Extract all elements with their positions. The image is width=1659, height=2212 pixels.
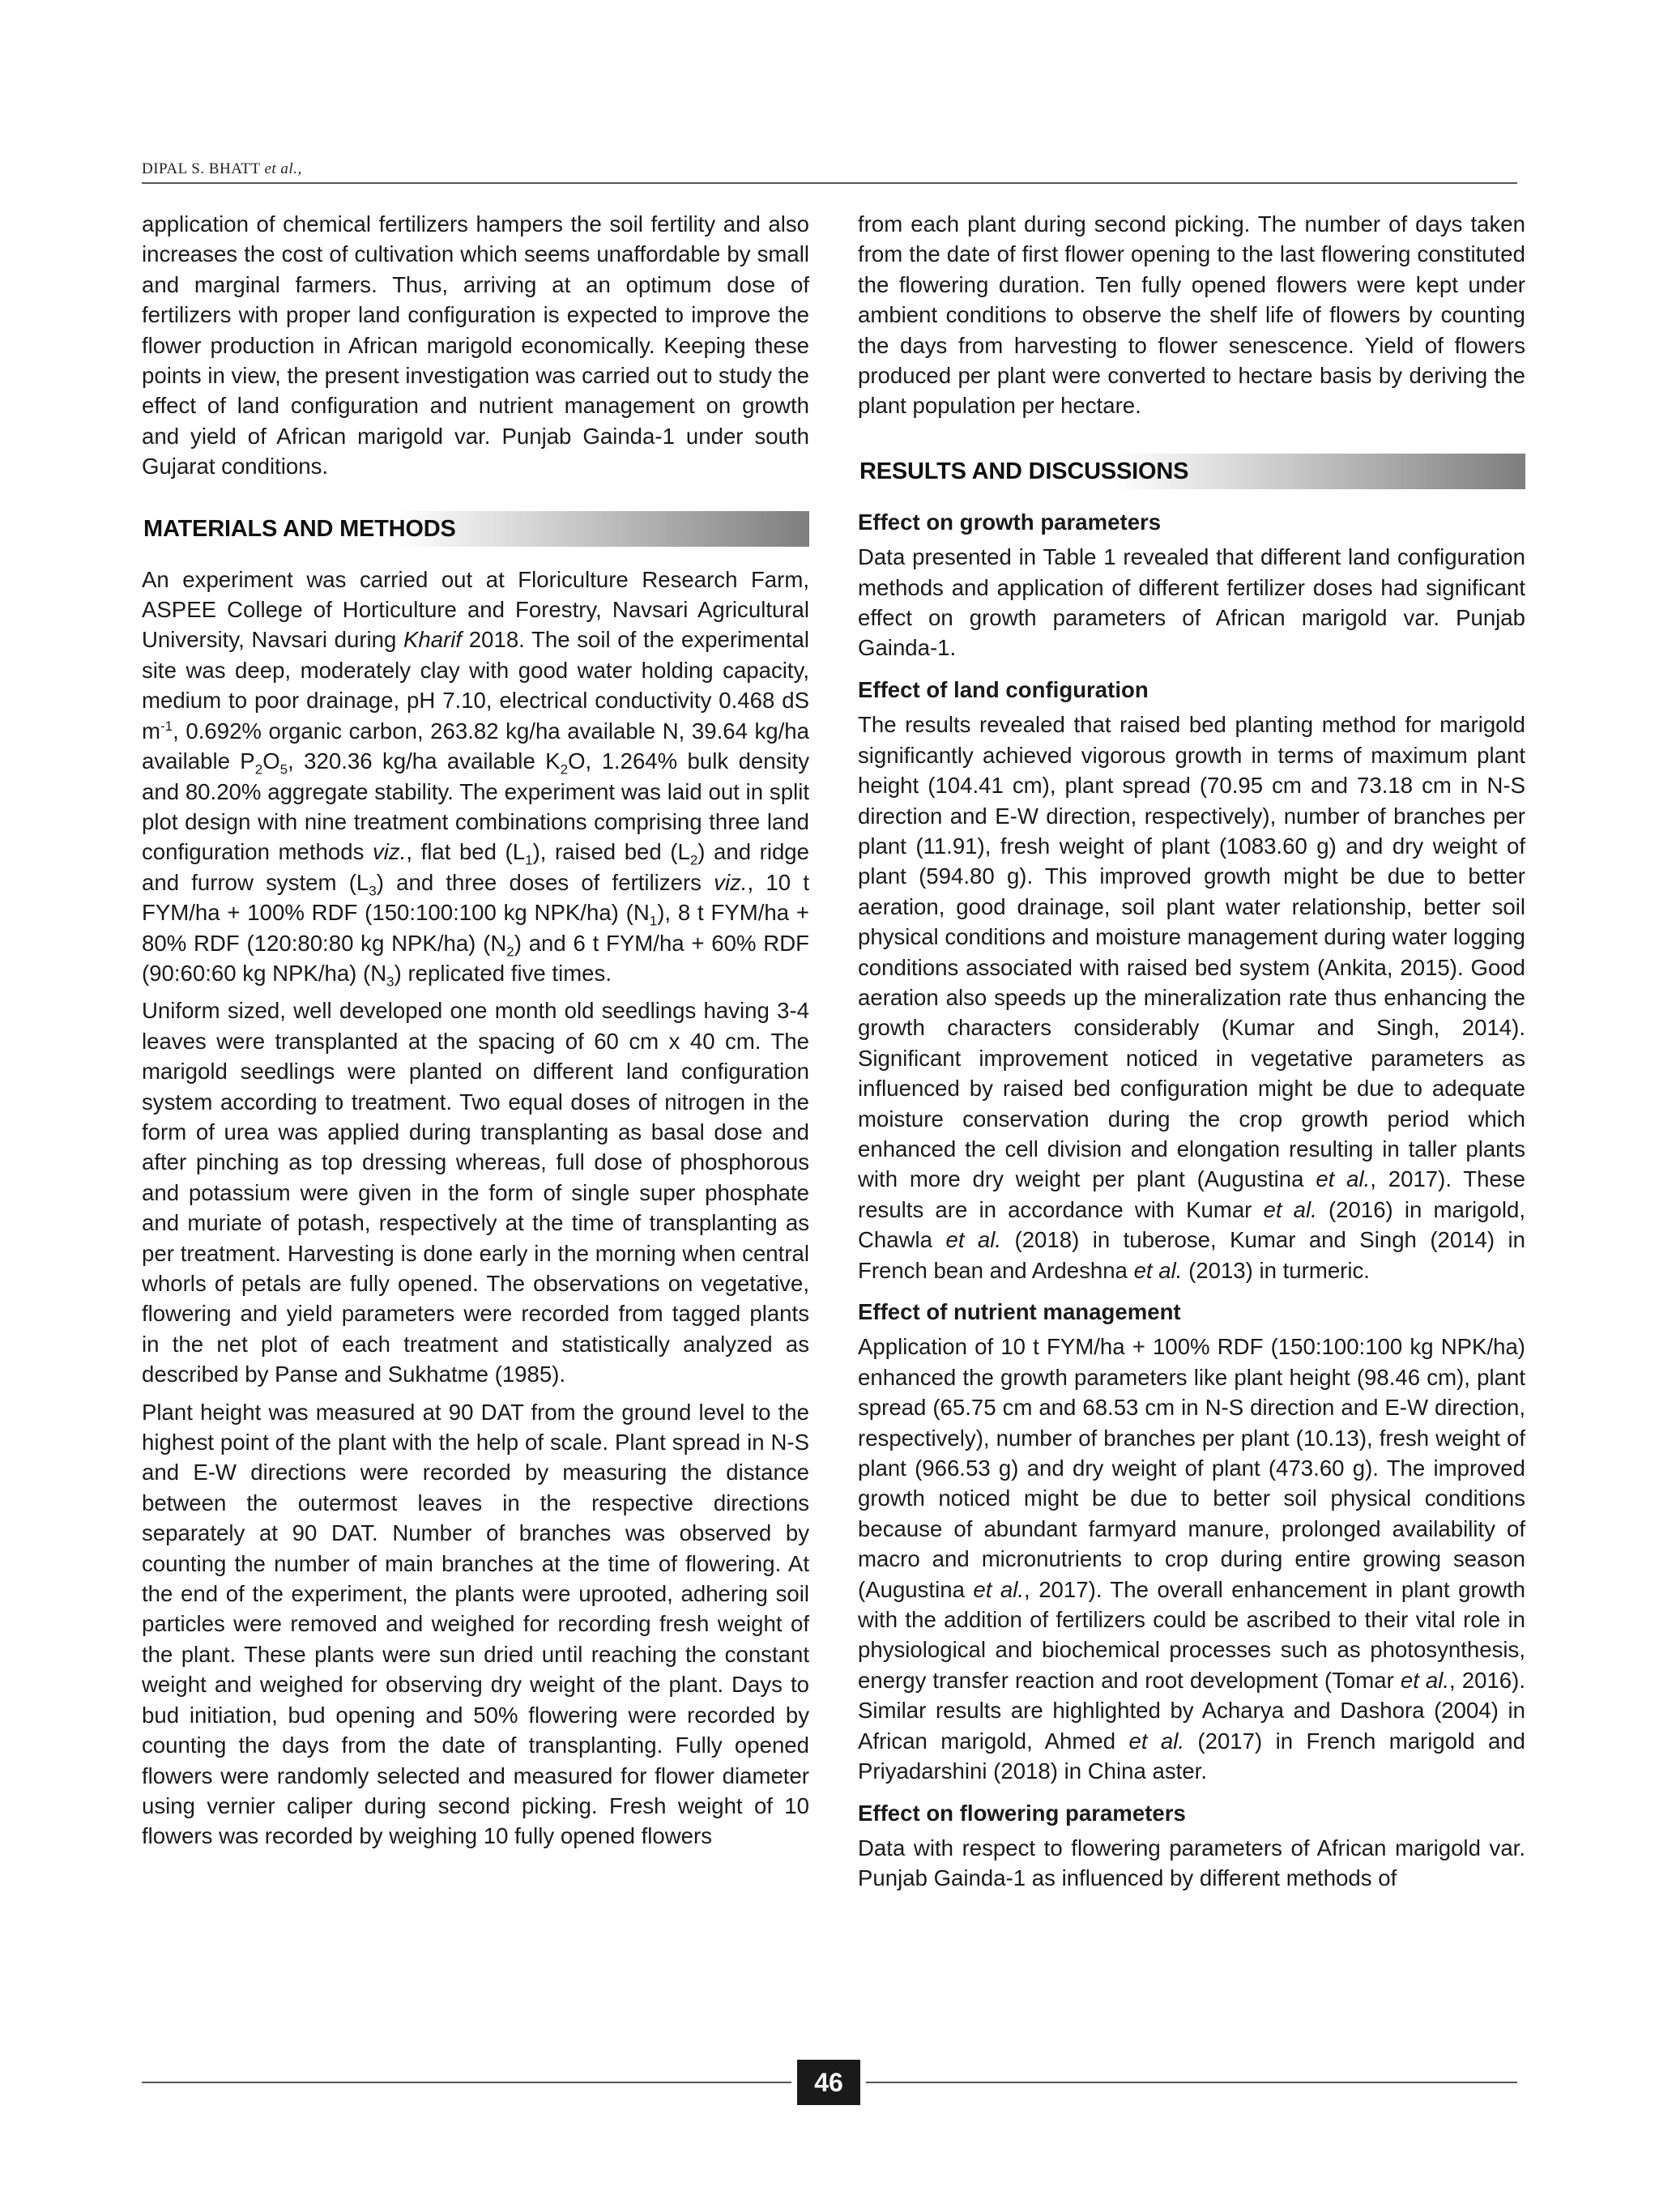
running-head [142, 160, 302, 178]
running-head-author: DIPAL S. BHATT [142, 160, 261, 177]
results-discussions-heading: RESULTS AND DISCUSSIONS [858, 454, 1525, 489]
measurement-paragraph: Plant height was measured at 90 DAT from the ground level to the highest point of the plant with the help of scale. Plant spread in N-S and E-W directions were recorded by measuring the distance between the outermost leaves in the respective directions separately at 90 DAT. Number of branches was observed by counting the number of main branches at the time of flowering. At the end of the experiment, the plants were uprooted, adhering soil particles were removed and weighed for recording fresh weight of the plant. These plants were sun dried until reaching the constant weight and weighed for observing dry weight of the plant. Days to bud initiation, bud opening and 50% flowering were recorded by counting the days from the date of transplanting. Fully opened flowers were randomly selected and measured for flower diameter using vernier caliper during second picking. Fresh weight of 10 flowers was recorded by weighing 10 fully opened flowers [142, 1399, 809, 1849]
growth-parameters-subheading: Effect on growth parameters [858, 509, 1162, 535]
growth-parameters-paragraph: Data presented in Table 1 revealed that different land configuration methods and application of different fertilizer doses had significant effect on growth parameters of African marigold var. Punjab Gainda-1. [858, 544, 1525, 661]
left-column [142, 209, 809, 1859]
header-rule [142, 182, 1517, 184]
continuation-paragraph: from each plant during second picking. The number of days taken from the date of first flower opening to the last flowering constituted the flowering duration. Ten fully opened flowers were kept under ambient conditions to observe the shelf life of flowers by counting the days from harvesting to flower senescence. Yield of flowers produced per plant were converted to hectare basis by deriving the plant population per hectare. [858, 211, 1525, 419]
land-configuration-paragraph: The results revealed that raised bed planting method for marigold significantly achieved vigorous growth in terms of maximum plant height (104.41 cm), plant spread (70.95 cm and 73.18 cm in N-S direction and E-W direction, respectively), number of branches per plant (11.91), fresh weight of plant (1083.60 g) and dry weight of plant (594.80 g). This improved growth might be due to better aeration, good drainage, soil plant water relationship, better soil physical conditions and moisture management during water logging conditions associated with raised bed system (Ankita, 2015). Good aeration also speeds up the mineralization rate thus enhancing the growth characters considerably (Kumar and Singh, 2014). Significant improvement noticed in vegetative parameters as influenced by raised bed configuration might be due to adequate moisture conservation during the crop growth period which enhanced the cell division and elongation resulting in taller plants with more dry weight per plant (Augustina et al., 2017). These results are in accordance with Kumar et al. (2016) in marigold, Chawla et al. (2018) in tuberose, Kumar and Singh (2014) in French bean and Ardeshna et al. (2013) in turmeric. [858, 712, 1526, 1283]
nutrient-management-paragraph: Application of 10 t FYM/ha + 100% RDF (150:100:100 kg NPK/ha) enhanced the growth parameters like plant height (98.46 cm), plant spread (65.75 cm and 68.53 cm in N-S direction and E-W direction, respectively), number of branches per plant (10.13), fresh weight of plant (966.53 g) and dry weight of plant (473.60 g). The improved growth noticed might be due to better soil physical conditions because of abundant farmyard manure, prolonged availability of macro and micronutrients to crop during entire growing season (Augustina et al., 2017). The overall enhancement in plant growth with the addition of fertilizers could be ascribed to their vital role in physiological and biochemical processes such as photosynthesis, energy transfer reaction and root development (Tomar et al., 2016). Similar results are highlighted by Acharya and Dashora (2004) in African marigold, Ahmed et al. (2017) in French marigold and Priyadarshini (2018) in China aster. [858, 1334, 1525, 1784]
right-column [858, 209, 1525, 1901]
land-configuration-subheading: Effect of land configuration [858, 676, 1149, 702]
experiment-paragraph: An experiment was carried out at Floriculture Research Farm, ASPEE College of Horticulture and Forestry, Navsari Agricultural University, Navsari during Kharif 2018. The soil of the experimental site was deep, moderately clay with good water holding capacity, medium to poor drainage, pH 7.10, electrical conductivity 0.468 dS $m^{-1}$, 0.692% organic carbon, 263.82 kg/ha available N, 39.64 kg/ha available $P_2O_5$, 320.36 kg/ha available $K_2O$, 1.264% bulk density and 80.20% aggregate stability. The experiment was laid out in split plot design with nine treatment combinations comprising three land configuration methods viz., flat bed $(L_1)$, raised bed $(L_2)$ and ridge and furrow system $(L_3)$ and three doses of fertilizers viz., 10 t FYM/ha + 100% RDF (150:100:100 kg NPK/ha) $(N_1)$, 8 t FYM/ha + 80% RDF (120:80:80 kg NPK/ha) $(N_2)$ and 6 t FYM/ha + 60% RDF (90:60:60 kg NPK/ha) $(N_3)$ replicated five times. [142, 566, 810, 990]
page-number-badge: 46 [797, 2060, 860, 2105]
flowering-parameters-paragraph: Data with respect to flowering parameters of African marigold var. Punjab Gainda-1 as influenced by different methods of [858, 1835, 1525, 1891]
nutrient-management-subheading: Effect of nutrient management [858, 1299, 1181, 1324]
footer-rule-right [866, 2082, 1517, 2083]
flowering-parameters-subheading: Effect on flowering parameters [858, 1800, 1186, 1826]
footer-rule-left [142, 2082, 791, 2083]
intro-paragraph: application of chemical fertilizers hampers the soil fertility and also increases the cost of cultivation which seems unaffordable by small and marginal farmers. Thus, arriving at an optimum dose of fertilizers with proper land configuration is expected to improve the flower production in African marigold economically. Keeping these points in view, the present investigation was carried out to study the effect of land configuration and nutrient management on growth and yield of African marigold var. Punjab Gainda-1 under south Gujarat conditions. [142, 211, 809, 479]
materials-methods-heading: MATERIALS AND METHODS [142, 511, 809, 547]
running-head-etal: et al., [264, 160, 302, 177]
seedlings-paragraph: Uniform sized, well developed one month old seedlings having 3-4 leaves were transplanted at the spacing of 60 cm x 40 cm. The marigold seedlings were planted on different land configuration system according to treatment. Two equal doses of nitrogen in the form of urea was applied during transplanting as basal dose and after pinching as top dressing whereas, full dose of phosphorous and potassium were given in the form of single super phosphate and muriate of potash, respectively at the time of transplanting as per treatment. Harvesting is done early in the morning when central whorls of petals are fully opened. The observations on vegetative, flowering and yield parameters were recorded from tagged plants in the net plot of each treatment and statistically analyzed as described by Panse and Sukhatme (1985). [142, 998, 809, 1387]
